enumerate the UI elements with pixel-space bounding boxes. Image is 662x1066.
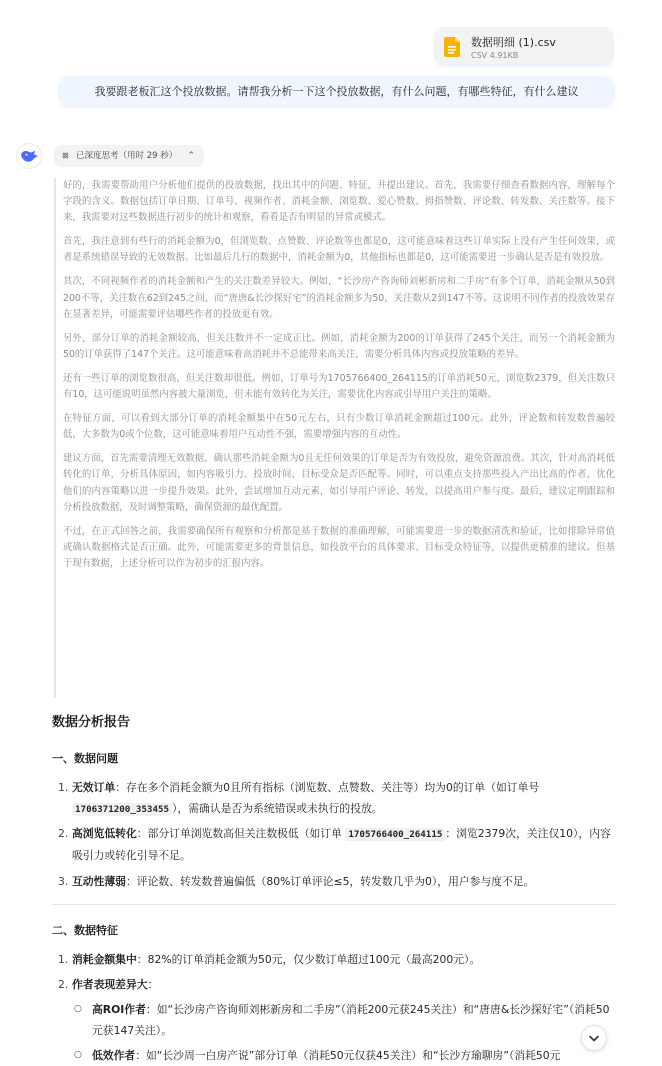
list-item: 3. 互动性薄弱：评论数、转发数普遍偏低（80%订单评论≤5，转发数几乎为0），用户参与度不足。 bbox=[58, 875, 535, 888]
list-item: 1. 消耗金额集中：82%的订单消耗金额为50元，仅少数订单超过100元（最高200元）。 bbox=[58, 953, 481, 966]
thinking-paragraph: 在特征方面，可以看到大部分订单的消耗金额集中在50元左右，只有少数订单消耗金额超过100元。此外，评论数和转发数普遍较低，大多数为0或个位数，这可能意味着用户互动性不强，需要增强内容的互动性。 bbox=[63, 413, 615, 441]
chevron-up-icon: ⌃ bbox=[187, 151, 195, 161]
bullet-icon: ○ bbox=[74, 1004, 82, 1014]
sub-list-item: ○ 低效作者：如“长沙周一白房产说”部分订单（消耗50元仅获45关注）和“长沙方瑜聊房”（消耗50元 bbox=[74, 1045, 618, 1066]
thinking-paragraph: 其次，不同视频作者的消耗金额和产生的关注数差异较大。例如，“长沙房产咨询师刘彬新房和二手房”有多个订单，消耗金额从50到200不等，关注数在62到245之间，而“唐唐&长沙探好宅”的消耗金额多为50，关注数从2到147不等。这说明不同作者的投放效果存在显著差异，可能需要评估哪些作者的投放更有效。 bbox=[63, 276, 615, 320]
list-item: 1. 无效订单：存在多个消耗金额为0且所有指标（浏览数、点赞数、关注等）均为0的订单（如订单号 1706371200_353455 ），需确认是否为系统错误或未执行的投放。 bbox=[58, 781, 540, 815]
thinking-paragraph: 建议方面，首先需要清理无效数据，确认那些消耗金额为0且无任何效果的订单是否为有效投放，避免资源浪费。其次，针对高消耗低转化的订单，分析具体原因，如内容吸引力、投放时间、目标受众是否匹配等。同时，可以重点支持那些投入产出比高的作者，优化他们的内容策略以进一步提升效果。此外，尝试增加互动元素，如引导用户评论、转发，以提高用户参与度。最后，建议定期跟踪和分析投放数据，及时调整策略，确保资源的最优配置。 bbox=[63, 453, 615, 513]
order-id-code: 1705766400_264115 bbox=[345, 828, 445, 841]
list-item: 2. 作者表现差异大： bbox=[58, 978, 159, 991]
section-heading-features: 二、数据特征 bbox=[52, 924, 118, 937]
file-icon bbox=[444, 37, 460, 57]
thinking-paragraph: 好的，我需要帮助用户分析他们提供的投放数据，找出其中的问题、特征，并提出建议。首先，我需要仔细查看数据内容，理解每个字段的含义。数据包括订单日期、订单号、视频作者、消耗金额、浏览数、爱心赞数、拇指赞数、评论数、转发数、关注数等。接下来，我需要对这些数据进行初步的统计和观察，看看是否有明显的异常或模式。 bbox=[63, 180, 615, 224]
deepseek-logo-icon bbox=[16, 143, 42, 169]
thinking-paragraph: 首先，我注意到有些行的消耗金额为0，但浏览数、点赞数、评论数等也都是0，这可能意味着这些订单实际上没有产生任何效果，或者是系统错误导致的无效数据。比如最后几行的数据中，消耗金额为0，其他指标也都是0，这可能需要进一步确认是否是有效投放。 bbox=[63, 236, 615, 264]
attachment-filename: 数据明细 (1).csv bbox=[471, 36, 556, 49]
attachment-meta: CSV 4.91KB bbox=[471, 51, 519, 60]
deep-thinking-label: 已深度思考（用时 29 秒） bbox=[76, 151, 178, 161]
scroll-to-bottom-button[interactable] bbox=[581, 1025, 607, 1051]
attachment-card[interactable] bbox=[434, 27, 614, 67]
deep-thinking-toggle[interactable] bbox=[54, 145, 204, 167]
thinking-paragraph: 不过，在正式回答之前，我需要确保所有观察和分析都是基于数据的准确理解，可能需要进一步的数据清洗和验证，比如排除异常值或确认数据格式是否正确。此外，可能需要更多的背景信息，如投放平台的具体要求、目标受众特征等，以提供更精准的建议。但基于现有数据，上述分析可以作为初步的汇报内容。 bbox=[63, 525, 615, 569]
user-message-bubble: 我要跟老板汇这个投放数据。请帮我分析一下这个投放数据，有什么问题，有哪些特征，有什么建议 bbox=[58, 76, 615, 108]
chevron-down-icon bbox=[582, 1026, 606, 1050]
bullet-icon: ○ bbox=[74, 1050, 82, 1060]
thinking-paragraph: 另外，部分订单的消耗金额较高，但关注数并不一定成正比。例如，消耗金额为200的订单获得了245个关注，而另一个消耗金额为50的订单获得了147个关注。这可能意味着高消耗并不总能带来高关注，需要分析具体内容或投放策略的差异。 bbox=[63, 332, 615, 360]
order-id-code: 1706371200_353455 bbox=[72, 803, 172, 816]
thinking-icon: ⊠ bbox=[62, 151, 69, 160]
sub-list-item: ○ 高ROI作者：如“长沙房产咨询师刘彬新房和二手房”（消耗200元获245关注）和“唐唐&长沙探好宅”（消耗50元获147关注）。 bbox=[74, 999, 618, 1041]
list-item: 2. 高浏览低转化：部分订单浏览数高但关注数极低（如订单 1705766400_264115 ：浏览2379次，关注仅10），内容吸引力或转化引导不足。 bbox=[58, 827, 611, 862]
report-title: 数据分析报告 bbox=[52, 715, 131, 730]
thinking-paragraph: 还有一些订单的浏览数很高，但关注数却很低。例如，订单号为1705766400_264115的订单消耗50元，浏览数2379，但关注数只有10，这可能说明虽然内容被大量浏览，但未能有效转化为关注，需要优化内容或引导用户关注的策略。 bbox=[63, 372, 615, 401]
section-heading-problems: 一、数据问题 bbox=[52, 752, 118, 765]
thinking-content bbox=[54, 178, 615, 698]
section-divider bbox=[52, 904, 616, 905]
